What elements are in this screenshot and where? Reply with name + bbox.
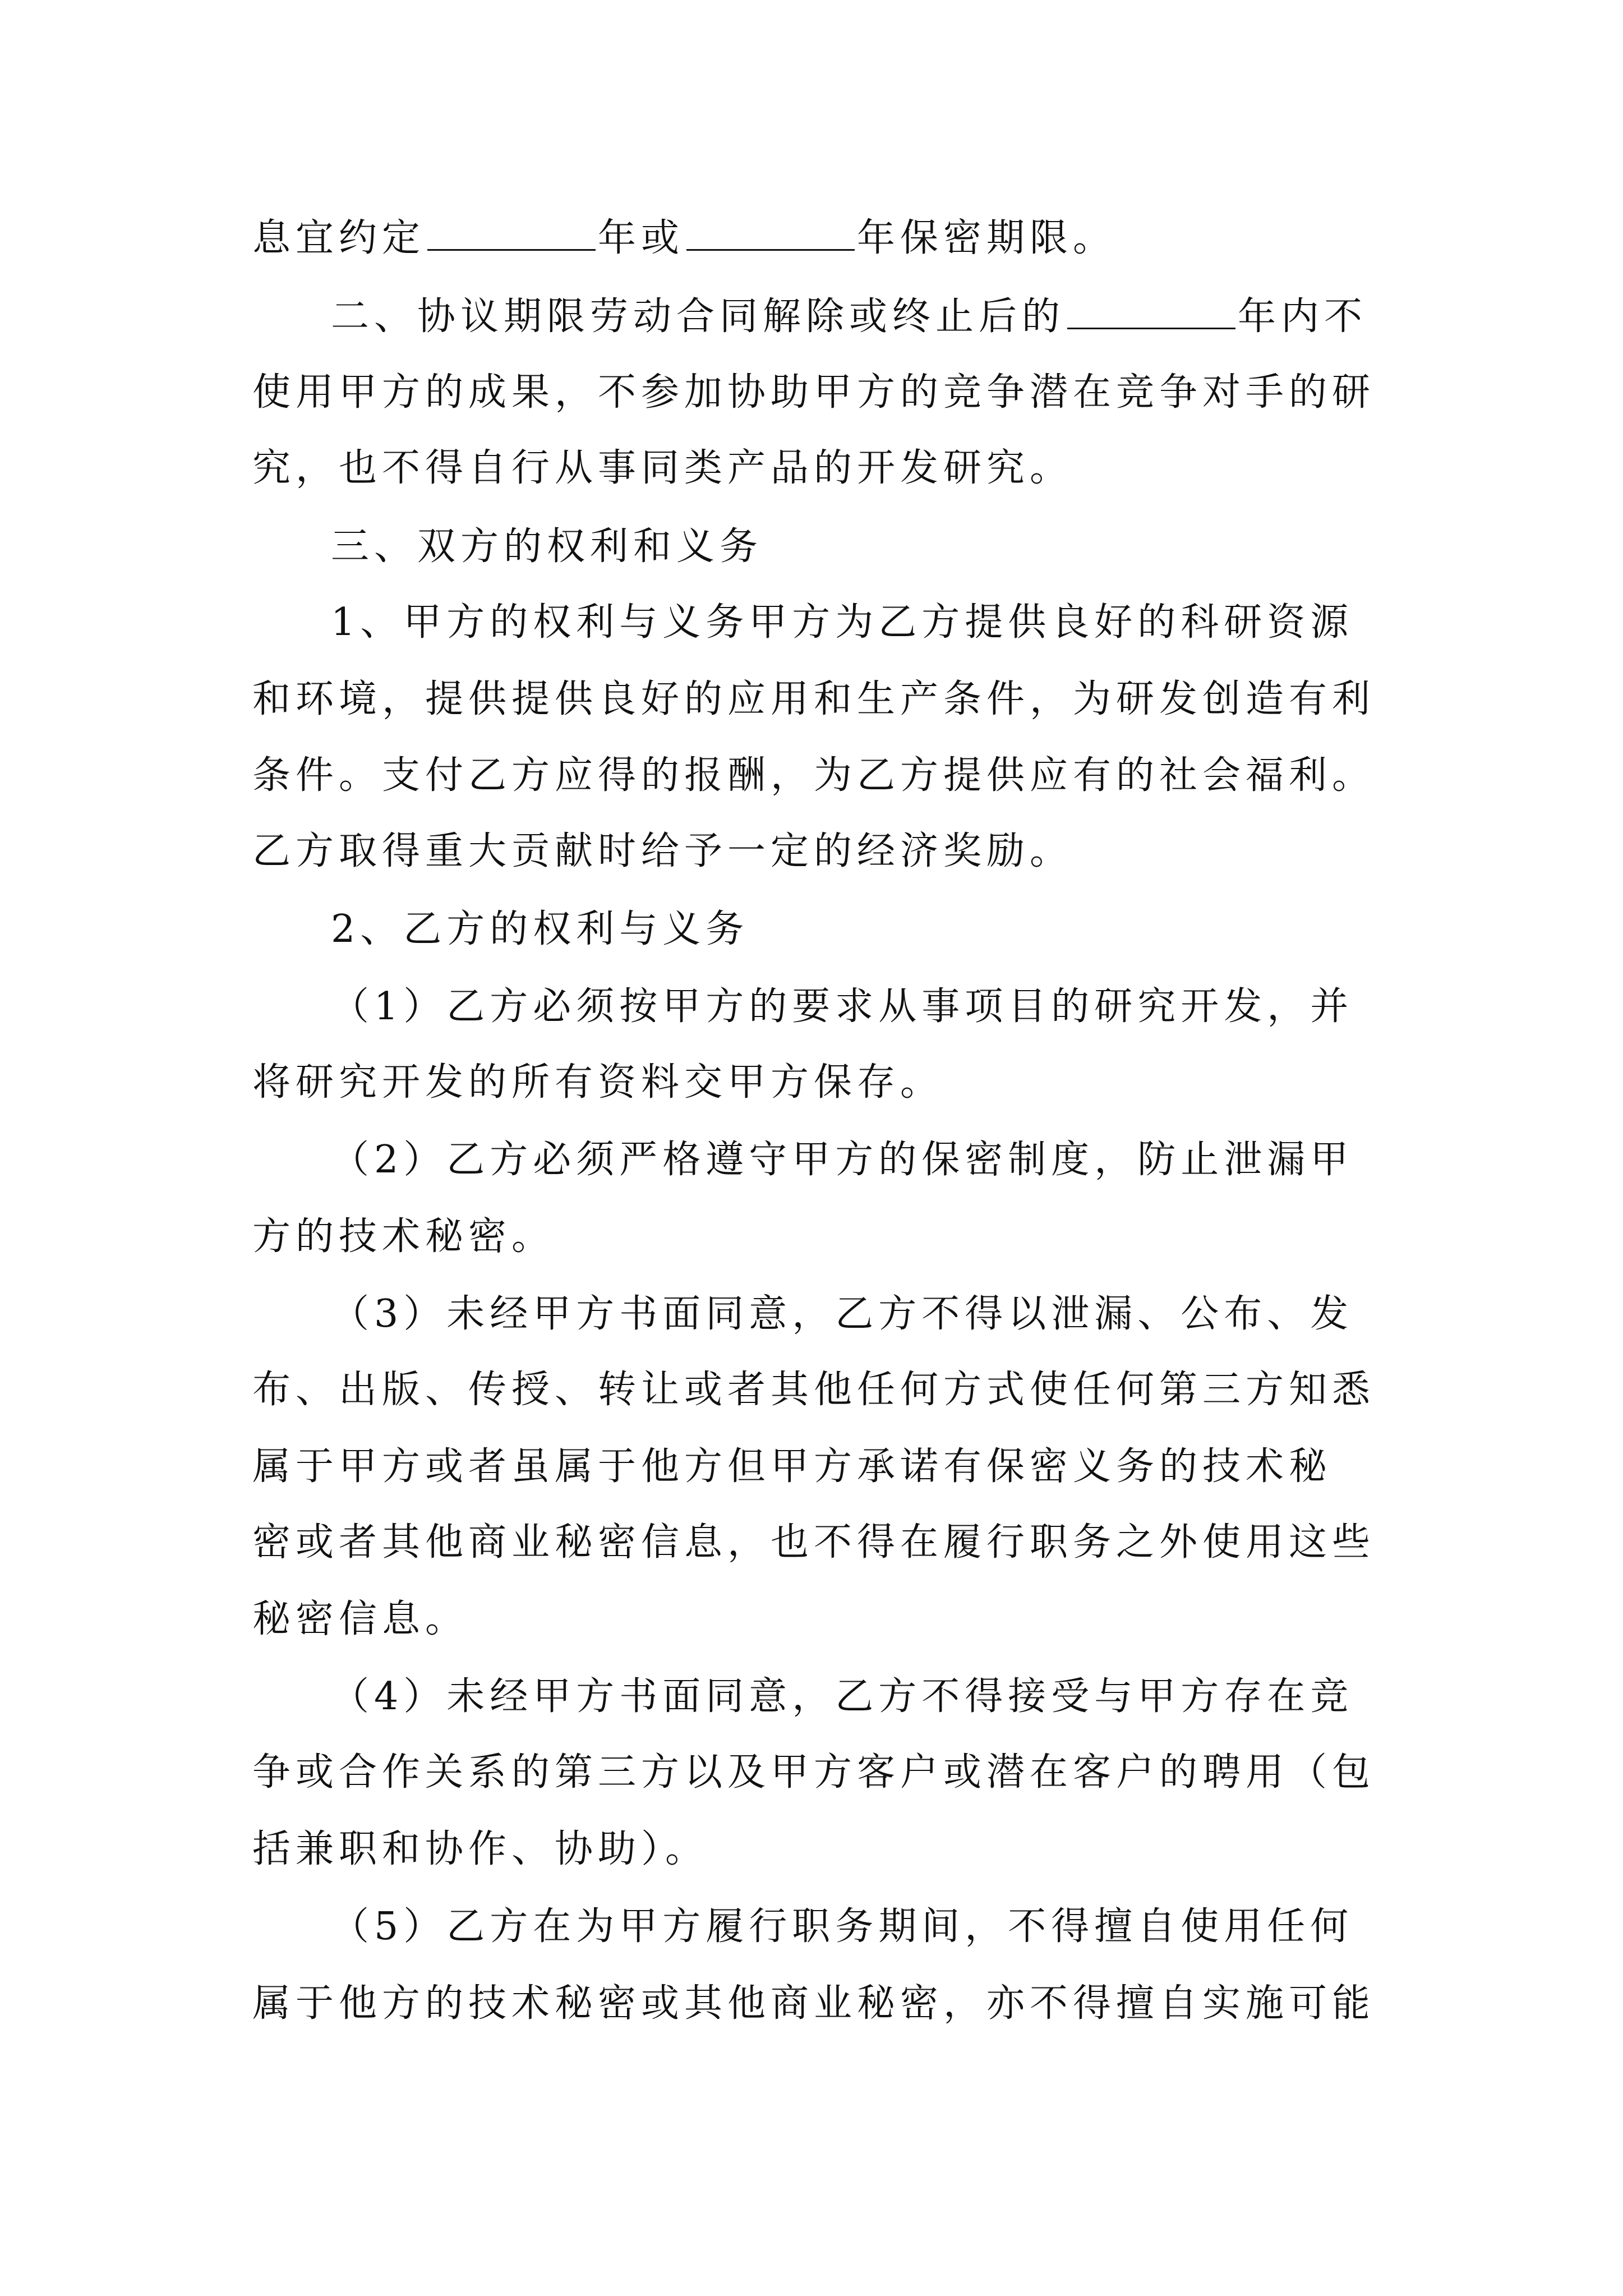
line-2-text-b: 年内不 [1238, 295, 1368, 339]
text-line-2 [331, 289, 1481, 345]
text-line-20: （4）未经甲方书面同意，乙方不得接受与甲方存在竞 [331, 1674, 1354, 1719]
line-1-text-c: 年保密期限。 [857, 216, 1117, 260]
text-line-21: 争或合作关系的第三方以及甲方客户或潜在客户的聘用（包 [252, 1750, 1376, 1795]
blank-years-2 [686, 214, 855, 251]
line-2-text-a: 二、协议期限劳动合同解除或终止后的 [331, 295, 1066, 339]
text-line-4: 究，也不得自行从事同类产品的开发研究。 [252, 446, 1073, 490]
text-line-13: （2）乙方必须严格遵守甲方的保密制度，防止泄漏甲 [331, 1138, 1354, 1182]
line-1-text-b: 年或 [598, 216, 685, 260]
text-line-19: 秘密信息。 [252, 1597, 469, 1641]
text-line-22: 括兼职和协作、协助）。 [252, 1827, 709, 1871]
section-heading-rights: 三、双方的权利和义务 [331, 524, 763, 569]
text-line-15: （3）未经甲方书面同意，乙方不得以泄漏、公布、发 [331, 1292, 1354, 1336]
blank-years-3 [1067, 293, 1235, 329]
text-line-1 [252, 210, 1402, 266]
line-1-text-a: 息宜约定 [252, 216, 426, 260]
text-line-17: 属于甲方或者虽属于他方但甲方承诺有保密义务的技术秘 [252, 1444, 1332, 1489]
text-line-23: （5）乙方在为甲方履行职务期间，不得擅自使用任何 [331, 1904, 1354, 1949]
text-line-9: 乙方取得重大贡献时给予一定的经济奖励。 [252, 829, 1073, 873]
blank-years-1 [427, 214, 596, 251]
text-line-14: 方的技术秘密。 [252, 1214, 555, 1259]
text-line-18: 密或者其他商业秘密信息，也不得在履行职务之外使用这些 [252, 1520, 1376, 1565]
text-line-10: 2、乙方的权利与义务 [331, 907, 749, 951]
text-line-24: 属于他方的技术秘密或其他商业秘密，亦不得擅自实施可能 [252, 1981, 1376, 2026]
text-line-12: 将研究开发的所有资料交甲方保存。 [252, 1060, 944, 1105]
text-line-6: 1、甲方的权利与义务甲方为乙方提供良好的科研资源 [331, 600, 1354, 645]
text-line-7: 和环境，提供提供良好的应用和生产条件，为研发创造有利 [252, 677, 1376, 721]
text-line-16: 布、出版、传授、转让或者其他任何方式使任何第三方知悉 [252, 1368, 1376, 1412]
text-line-3: 使用甲方的成果，不参加协助甲方的竞争潜在竞争对手的研 [252, 370, 1376, 415]
text-line-11: （1）乙方必须按甲方的要求从事项目的研究开发，并 [331, 984, 1354, 1029]
text-line-8: 条件。支付乙方应得的报酬，为乙方提供应有的社会福利。 [252, 753, 1376, 798]
